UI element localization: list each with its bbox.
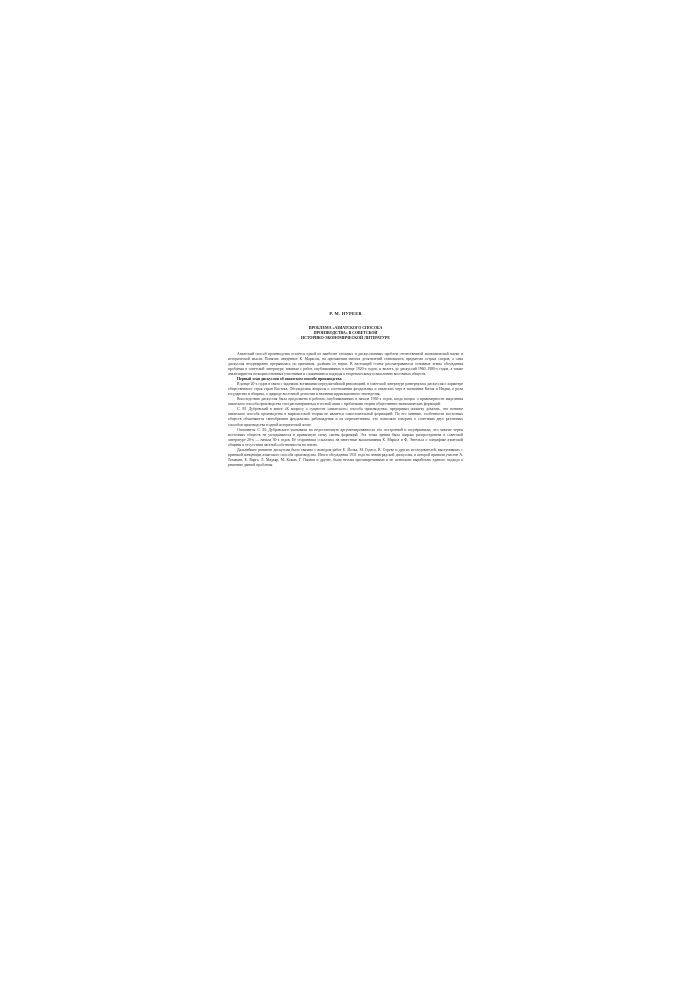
intro-paragraph: Азиатский способ производства остаётся одной из наиболее сложных и дискуссионных проблем отечественной экономической науки и исторической мысли. Понятие, введённое К. Марксом, на протяжении многих десятилетий становилось предметом острых споров, а сама дискуссия неоднократно прерывалась по причинам, далёким от науки. В настоящей статье рассматриваются основные этапы обсуждения проблемы в советской литературе, начиная с работ, опубликованных в конце 1920-х годов, и вплоть до дискуссий 1960–1980-х годов, а также анализируются позиции основных участников и сложившиеся подходы к теоретическому осмыслению восточных обществ. bbox=[228, 351, 463, 376]
body-paragraph: Оппоненты С. М. Дубровского указывали на недостаточную аргументированность его построений и подчёркивали, что многие черты восточных обществ не укладываются в привычную схему смены формаций. Эта точка зрения была широко распространена в советской литературе 20-х — начала 30-х годов. Её сторонники ссылались на известные высказывания К. Маркса и Ф. Энгельса о специфике азиатской общины и отсутствии частной собственности на землю. bbox=[228, 427, 463, 447]
title-line: ИСТОРИКО-ЭКОНОМИЧЕСКОЙ ЛИТЕРАТУРЕ bbox=[301, 336, 390, 341]
article-page bbox=[228, 311, 463, 671]
body-paragraph: Дальнейшее развитие дискуссии было связано с выходом работ Е. Йолка, М. Годеса, В. Струве и других исследователей, выступивших с критикой концепции азиатского способа производства. Итоги обсуждения 1931 года на ленинградской дискуссии, в которой приняли участие А. Ломакин, Е. Варга, Л. Мадьяр, М. Кокин, Г. Папаян и другие, были весьма противоречивыми и не позволили выработать единого подхода к решению данной проблемы. bbox=[228, 447, 463, 468]
body-paragraph: С. М. Дубровский в книге «К вопросу о сущности «азиатского» способа производства» предпринял попытку доказать, что понятие азиатского способа производства в марксистской теории не является самостоятельной формацией. По его мнению, особенности восточных обществ объясняются своеобразием феодализма, рабовладения и их переплетением, что позволяло говорить о сочетании двух различных способов производства в одной исторической эпохе. bbox=[228, 407, 463, 427]
body-paragraph: В конце 20-х годов в связи с задачами, вставшими перед китайской революцией, в советской литературе развернулась дискуссия о характере общественного строя стран Востока. Обсуждались вопросы о соотношении феодальных и азиатских черт в экономике Китая и Индии, о роли государства и общины, о природе восточной деспотии и значении ирригационного земледелия. bbox=[228, 382, 463, 397]
title-line: ПРОИЗВОДСТВА» В СОВЕТСКОЙ bbox=[313, 331, 378, 336]
section-heading: Первый этап дискуссии об азиатском способе производства bbox=[237, 376, 342, 381]
article-title bbox=[228, 326, 463, 342]
title-line: ПРОБЛЕМА «АЗИАТСКОГО СПОСОБА bbox=[308, 326, 383, 330]
body-paragraph: Впоследствии дискуссия была продолжена в работах, опубликованных в начале 1930-х годов, когда вопрос о правомерности выделения азиатского способа производства стал рассматриваться в тесной связи с проблемами теории общественно-экономических формаций. bbox=[228, 397, 463, 407]
author-name: Р. М. НУРЕЕВ bbox=[329, 311, 362, 316]
